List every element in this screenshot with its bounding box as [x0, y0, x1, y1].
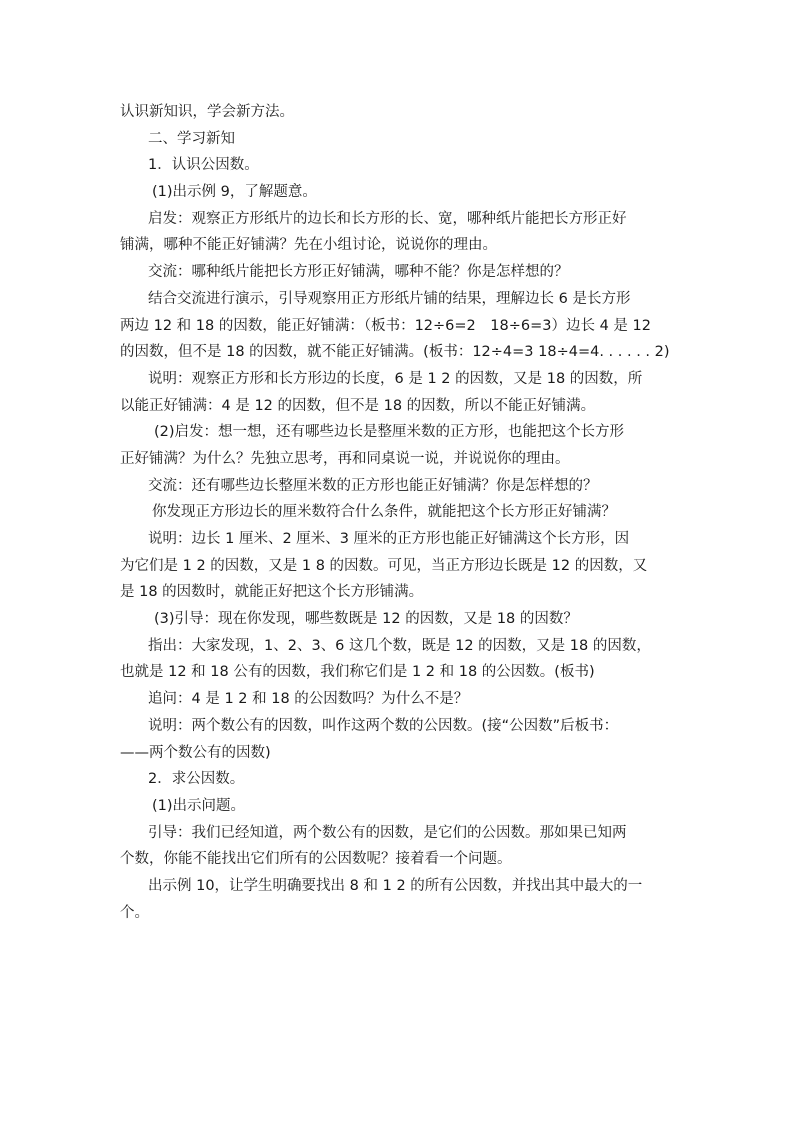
text-line: 交流：还有哪些边长整厘米数的正方形也能正好铺满？你是怎样想的？ [148, 477, 598, 494]
text-line: 以能正好铺满：4 是 12 的因数，但不是 18 的因数，所以不能正好铺满。 [120, 397, 596, 414]
text-line: 个。 [120, 904, 149, 921]
text-line: 二、学习新知 [148, 130, 235, 147]
text-line: ——两个数公有的因数) [120, 744, 271, 761]
text-line: 说明：边长 1 厘米、2 厘米、3 厘米的正方形也能正好铺满这个长方形，因 [148, 531, 630, 547]
text-line: (3)引导：现在你发现，哪些数既是 12 的因数，又是 18 的因数？ [154, 611, 578, 628]
text-line: 铺满，哪种不能正好铺满？先在小组讨论，说说你的理由。 [120, 237, 497, 254]
text-line: 认识新知识，学会新方法。 [120, 104, 294, 120]
text-line: 引导：我们已经知道，两个数公有的因数，是它们的公因数。那如果已知两 [148, 824, 627, 841]
text-line: 两边 12 和 18 的因数，能正好铺满：（板书：12÷6=2 18÷6=3）边长 4 是 12 [120, 317, 651, 334]
text-line: 说明：两个数公有的因数，叫作这两个数的公因数。(接“公因数”后板书： [148, 717, 619, 734]
text-line: 出示例 10，让学生明确要找出 8 和 1 2 的所有公因数，并找出其中最大的一 [148, 877, 643, 894]
text-line: (1)出示例 9，了解题意。 [152, 184, 317, 201]
text-line: 追问：4 是 1 2 和 18 的公因数吗？为什么不是？ [148, 691, 469, 708]
text-line: 说明：观察正方形和长方形边的长度，6 是 1 2 的因数，又是 18 的因数，所 [148, 370, 643, 387]
document-body [120, 99, 680, 926]
text-line: 个数，你能不能找出它们所有的公因数呢？接着看一个问题。 [120, 851, 512, 868]
text-line: (2)启发：想一想，还有哪些边长是整厘米数的正方形，也能把这个长方形 [154, 424, 625, 441]
text-line: 你发现正方形边长的厘米数符合什么条件，就能把这个长方形正好铺满？ [152, 504, 616, 521]
text-line: 结合交流进行演示，引导观察用正方形纸片铺的结果，理解边长 6 是长方形 [148, 290, 631, 307]
text-line: 也就是 12 和 18 公有的因数，我们称它们是 1 2 和 18 的公因数。(板书) [120, 664, 595, 681]
text-line: 启发：观察正方形纸片的边长和长方形的长、宽，哪种纸片能把长方形正好 [148, 210, 627, 227]
text-line: 2．求公因数。 [148, 771, 245, 788]
text-line: 1．认识公因数。 [148, 157, 259, 174]
text-line: (1)出示问题。 [152, 797, 246, 814]
text-line: 正好铺满？为什么？先独立思考，再和同桌说一说，并说说你的理由。 [120, 450, 570, 467]
text-line: 是 18 的因数时，就能正好把这个长方形铺满。 [120, 584, 424, 601]
text-line: 为它们是 1 2 的因数，又是 1 8 的因数。可见，当正方形边长既是 12 的因数，又 [120, 557, 648, 574]
text-line: 交流：哪种纸片能把长方形正好铺满，哪种不能？你是怎样想的？ [148, 264, 569, 281]
text-line: 指出：大家发现，1、2、3、6 这几个数，既是 12 的因数，又是 18 的因数， [148, 637, 651, 654]
text-line: 的因数，但不是 18 的因数，就不能正好铺满。(板书：12÷4=3 18÷4=4. . . . . . 2) [120, 344, 670, 361]
